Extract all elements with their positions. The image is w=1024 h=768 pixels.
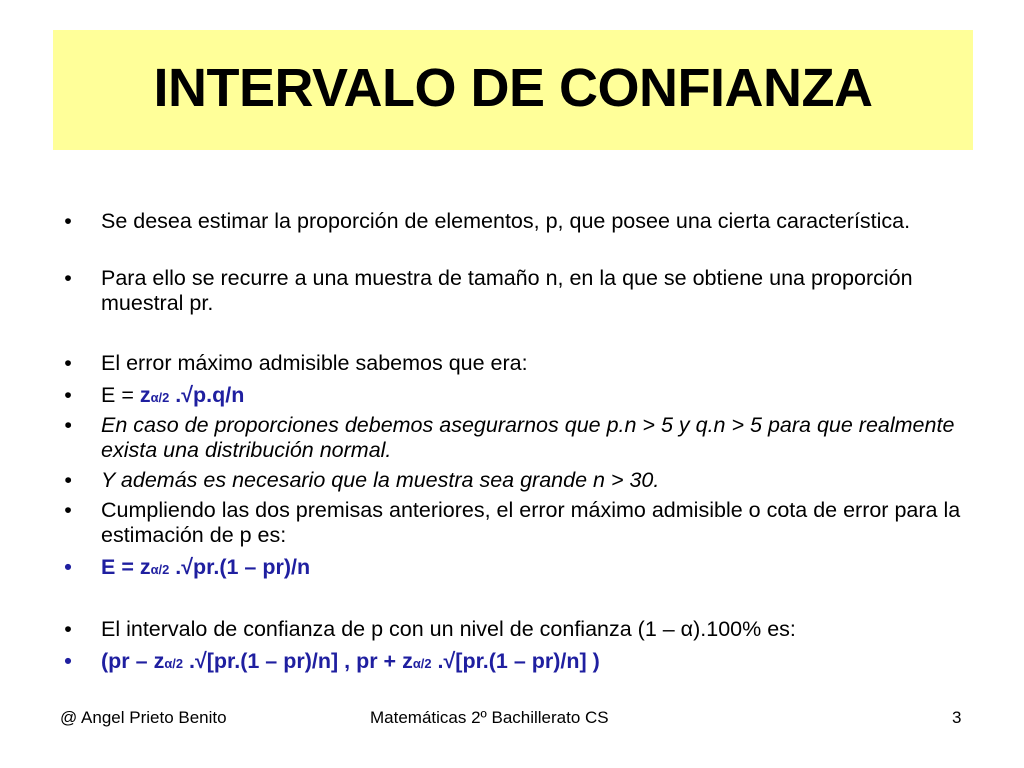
bullet-text: Y además es necesario que la muestra sea grande n > 30. [101, 468, 660, 492]
formula-lhs: E = [101, 555, 140, 579]
formula-z: z [139, 383, 151, 407]
formula-rhs: .√p.q/n [169, 383, 245, 407]
formula-z: z [139, 555, 151, 579]
formula-lhs: E = [101, 383, 140, 407]
formula-close: .√[pr.(1 – pr)/n] ) [431, 649, 600, 673]
bullet-text: Para ello se recurre a una muestra de tamaño n, en la que se obtiene una proporción muestral pr. [101, 266, 913, 315]
footer-course: Matemáticas 2º Bachillerato CS [370, 708, 609, 727]
formula-middle: .√[pr.(1 – pr)/n] , pr + [183, 649, 403, 673]
bullet-icon: • [64, 555, 72, 579]
footer-author: @ Angel Prieto Benito [60, 708, 227, 727]
bullet-icon: • [64, 209, 72, 233]
bullet-icon: • [64, 266, 72, 290]
bullet-item [64, 617, 961, 642]
footer-page-number: 3 [952, 708, 962, 727]
bullet-item [64, 468, 961, 493]
bullet-text: El error máximo admisible sabemos que era: [101, 351, 528, 375]
bullet-item [64, 413, 961, 463]
bullet-text: En caso de proporciones debemos asegurarnos que p.n > 5 y q.n > 5 para que realmente exista una distribución normal. [101, 413, 955, 462]
bullet-icon: • [64, 413, 72, 437]
formula-z: z [153, 649, 165, 673]
bullet-icon: • [64, 498, 72, 522]
bullet-icon: • [64, 351, 72, 375]
bullet-item [64, 351, 961, 376]
bullet-icon: • [64, 383, 72, 407]
formula-subscript: α/2 [412, 656, 432, 671]
bullet-text: Se desea estimar la proporción de elementos, p, que posee una cierta característica. [101, 209, 911, 233]
formula-z: z [402, 649, 413, 673]
formula-subscript: α/2 [150, 562, 170, 577]
bullet-item-formula [64, 555, 961, 580]
formula-open: (pr – [101, 649, 154, 673]
bullet-item-formula [64, 649, 961, 674]
bullet-item [64, 498, 961, 548]
bullet-text: El intervalo de confianza de p con un nivel de confianza (1 – α).100% es: [101, 617, 796, 641]
bullet-item [64, 209, 961, 234]
slide-title: INTERVALO DE CONFIANZA [153, 58, 873, 118]
bullet-text: Cumpliendo las dos premisas anteriores, el error máximo admisible o cota de error para la estimación de p es: [101, 498, 961, 547]
formula-subscript: α/2 [150, 390, 170, 405]
bullet-item [64, 266, 961, 316]
bullet-icon: • [64, 617, 72, 641]
bullet-icon: • [64, 649, 72, 673]
formula-subscript: α/2 [164, 656, 184, 671]
bullet-item-formula [64, 383, 961, 408]
formula-rhs: .√pr.(1 – pr)/n [169, 555, 311, 579]
bullet-icon: • [64, 468, 72, 492]
